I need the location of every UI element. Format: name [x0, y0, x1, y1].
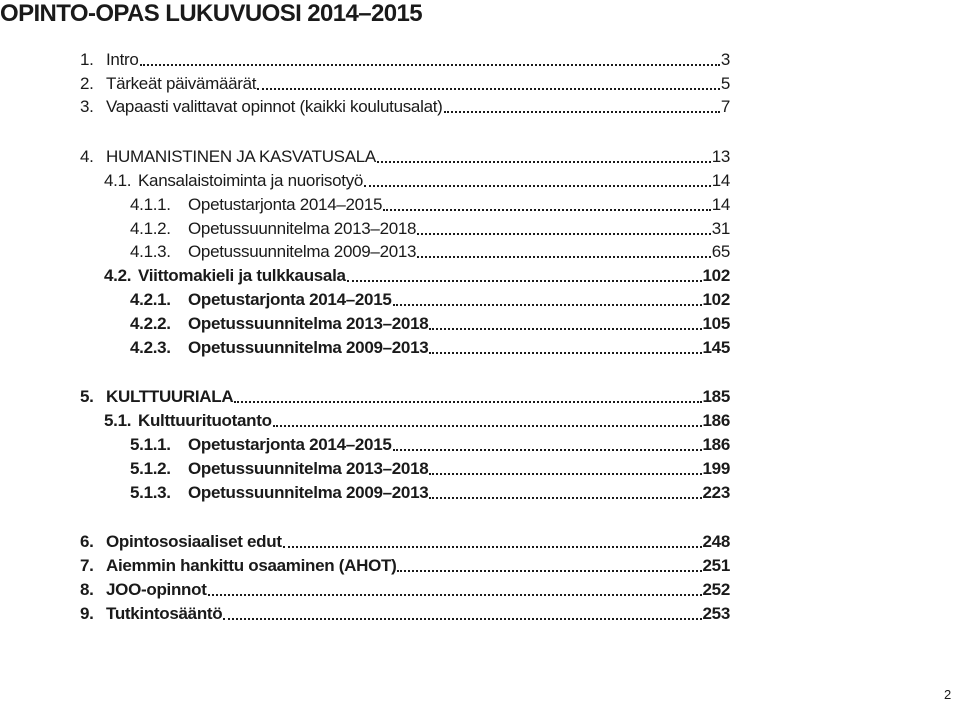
toc-entry[interactable] [130, 313, 730, 335]
toc-entry-title: Opetustarjonta 2014–2015 [188, 195, 383, 214]
toc-entry-page: 14 [711, 171, 730, 190]
toc-entry-number: 5.1.1. [130, 435, 171, 454]
toc-entry-page: 14 [711, 195, 730, 214]
toc-entry-number: 4.1.2. [130, 219, 171, 238]
toc-entry[interactable] [80, 49, 730, 71]
toc-dot-leader [429, 313, 701, 335]
toc-entry-page: 186 [702, 435, 730, 454]
toc-dot-leader [444, 96, 720, 118]
toc-entry-page: 102 [702, 266, 730, 285]
toc-entry[interactable] [130, 434, 730, 456]
toc-entry[interactable] [130, 289, 730, 311]
toc-dot-leader [223, 603, 701, 625]
toc-entry[interactable] [130, 337, 730, 359]
toc-entry-number: 4.1. [104, 171, 132, 190]
toc-entry[interactable] [80, 146, 730, 168]
toc-dot-leader [393, 289, 702, 311]
toc-entry[interactable] [130, 482, 730, 504]
toc-entry[interactable] [104, 265, 730, 287]
toc-dot-leader [429, 458, 701, 480]
toc-entry-number: 4.2.1. [130, 290, 171, 309]
toc-entry-page: 3 [720, 50, 730, 69]
toc-entry-title: JOO-opinnot [106, 580, 207, 599]
toc-entry-number: 5.1.2. [130, 459, 171, 478]
toc-entry-page: 186 [702, 411, 730, 430]
toc-entry[interactable] [80, 579, 730, 601]
toc-entry-title: Opintososiaaliset edut [106, 532, 282, 551]
toc-dot-leader [234, 386, 701, 408]
toc-entry-number: 6. [80, 532, 94, 551]
toc-entry-title: Tutkintosääntö [106, 604, 223, 623]
toc-entry-page: 253 [702, 604, 730, 623]
toc-dot-leader [383, 194, 711, 216]
page-number: 2 [944, 687, 952, 702]
toc-entry-title: Aiemmin hankittu osaaminen (AHOT) [106, 556, 397, 575]
toc-entry-page: 185 [702, 387, 730, 406]
toc-entry-number: 8. [80, 580, 94, 599]
toc-entry-title: Opetussuunnitelma 2013–2018 [188, 219, 417, 238]
toc-dot-leader [397, 555, 701, 577]
toc-entry-page: 65 [711, 242, 730, 261]
toc-entry-title: Kulttuurituotanto [138, 411, 272, 430]
toc-entry-number: 4. [80, 147, 94, 166]
toc-entry-page: 105 [702, 314, 730, 333]
toc-entry-title: Tärkeät päivämäärät [106, 74, 257, 93]
toc-entry[interactable] [130, 241, 730, 263]
toc-entry-number: 5. [80, 387, 94, 406]
toc-entry-page: 5 [720, 74, 730, 93]
toc-dot-leader [208, 579, 702, 601]
toc-entry-title: Opetussuunnitelma 2009–2013 [188, 483, 429, 502]
toc-entry-title: Intro [106, 50, 139, 69]
toc-dot-leader [393, 434, 702, 456]
toc-entry[interactable] [104, 410, 730, 432]
toc-dot-leader [429, 337, 701, 359]
toc-entry-title: KULTTUURIALA [106, 387, 234, 406]
toc-entry-number: 9. [80, 604, 94, 623]
toc-entry-number: 4.2.3. [130, 338, 171, 357]
toc-entry-page: 7 [720, 97, 730, 116]
toc-entry[interactable] [80, 531, 730, 553]
toc-dot-leader [364, 170, 711, 192]
toc-dot-leader [283, 531, 702, 553]
toc-entry-number: 4.2.2. [130, 314, 171, 333]
toc-entry[interactable] [130, 218, 730, 240]
toc-entry-page: 145 [702, 338, 730, 357]
toc-entry-page: 31 [711, 219, 730, 238]
toc-entry[interactable] [80, 386, 730, 408]
toc-entry-title: Opetustarjonta 2014–2015 [188, 435, 392, 454]
toc-dot-leader [377, 146, 711, 168]
toc-entry[interactable] [130, 194, 730, 216]
toc-dot-leader [347, 265, 702, 287]
toc-dot-leader [417, 241, 710, 263]
toc-entry-page: 102 [702, 290, 730, 309]
toc-entry[interactable] [130, 458, 730, 480]
toc-dot-leader [273, 410, 702, 432]
toc-entry[interactable] [104, 170, 730, 192]
toc-entry-title: Opetussuunnitelma 2013–2018 [188, 459, 429, 478]
toc-entry[interactable] [80, 603, 730, 625]
toc-entry-number: 1. [80, 50, 94, 69]
toc-entry-number: 5.1. [104, 411, 132, 430]
toc-entry-number: 3. [80, 97, 94, 116]
toc-dot-leader [429, 482, 701, 504]
toc-entry[interactable] [80, 555, 730, 577]
toc-entry-page: 199 [702, 459, 730, 478]
toc-entry-title: Opetussuunnitelma 2013–2018 [188, 314, 429, 333]
toc-entry-number: 7. [80, 556, 94, 575]
toc-entry-title: Vapaasti valittavat opinnot (kaikki koulutusalat) [106, 97, 443, 116]
toc-entry-title: Opetussuunnitelma 2009–2013 [188, 242, 417, 261]
toc-entry-title: Opetussuunnitelma 2009–2013 [188, 338, 429, 357]
toc-dot-leader [140, 49, 720, 71]
toc-entry-title: Viittomakieli ja tulkkausala [138, 266, 346, 285]
toc-entry-number: 4.1.1. [130, 195, 171, 214]
toc-entry-page: 252 [702, 580, 730, 599]
toc-entry-number: 5.1.3. [130, 483, 171, 502]
toc-entry-number: 2. [80, 74, 94, 93]
toc-entry[interactable] [80, 73, 730, 95]
toc-entry-number: 4.2. [104, 266, 132, 285]
page-title: OPINTO-OPAS LUKUVUOSI 2014–2015 [0, 0, 423, 27]
toc-entry-title: Kansalaistoiminta ja nuorisotyö [138, 171, 364, 190]
toc-entry-page: 248 [702, 532, 730, 551]
toc-entry-page: 251 [702, 556, 730, 575]
toc-entry-page: 13 [711, 147, 730, 166]
toc-entry-page: 223 [702, 483, 730, 502]
toc-entry-title: Opetustarjonta 2014–2015 [188, 290, 392, 309]
toc-dot-leader [257, 73, 720, 95]
toc-entry[interactable] [80, 96, 730, 118]
toc-dot-leader [417, 218, 710, 240]
toc-entry-title: HUMANISTINEN JA KASVATUSALA [106, 147, 376, 166]
toc-entry-number: 4.1.3. [130, 242, 171, 261]
